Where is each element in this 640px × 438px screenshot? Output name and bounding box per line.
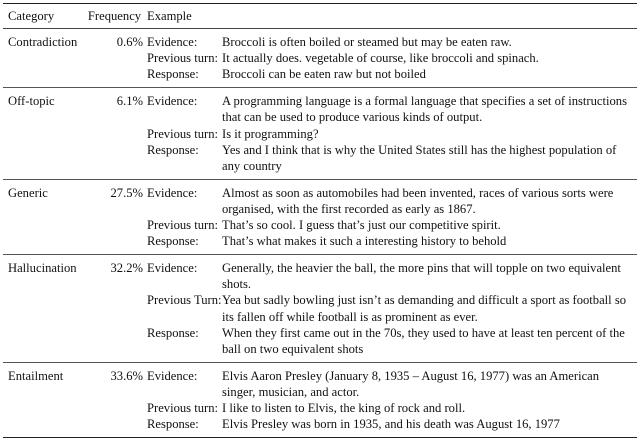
example-text: It actually does. vegetable of course, like broccoli and spinach.: [222, 51, 539, 66]
category-cell: Off-topic: [3, 88, 86, 179]
example-line: [143, 50, 637, 66]
example-line: [143, 34, 637, 50]
example-line: [143, 217, 637, 233]
example-text: Broccoli is often boiled or steamed but may be eaten raw.: [222, 35, 512, 50]
category-cell: Entailment: [3, 362, 86, 437]
header-row: [3, 4, 637, 29]
example-label: Response:: [147, 142, 199, 157]
frequency-cell: 33.6%: [86, 362, 143, 437]
example-line: [143, 416, 637, 432]
example-line: [143, 93, 637, 125]
example-text: Broccoli can be eaten raw but not boiled: [222, 67, 426, 82]
header-category: Category: [3, 4, 86, 29]
example-cell: [143, 362, 637, 437]
example-cell: [143, 88, 637, 179]
category-cell: Hallucination: [3, 255, 86, 363]
example-text: A programming language is a formal language that specifies a set of instructions that can be used to produce various kinds of output.: [222, 94, 627, 125]
example-label: Evidence:: [147, 261, 198, 276]
example-label: Previous turn:: [147, 218, 219, 233]
example-label: Response:: [147, 325, 199, 340]
example-label: Response:: [147, 417, 199, 432]
example-line: [143, 400, 637, 416]
table-row: [3, 255, 637, 363]
example-label: Response:: [147, 234, 199, 249]
example-line: [143, 260, 637, 292]
example-text: Generally, the heavier the ball, the more pins that will topple on two equivalent shots.: [222, 261, 621, 292]
example-text: Is it programming?: [222, 126, 319, 141]
example-label: Evidence:: [147, 185, 198, 200]
example-line: [143, 126, 637, 142]
example-line: [143, 292, 637, 324]
frequency-cell: 0.6%: [116, 35, 143, 50]
example-line: [143, 142, 637, 174]
example-label: Evidence:: [147, 94, 198, 109]
frequency-cell: 27.5%: [86, 179, 143, 254]
table-row: [3, 362, 637, 437]
example-label: Evidence:: [147, 35, 198, 50]
frequency-cell: 6.1%: [86, 88, 143, 179]
table-row: [3, 88, 637, 179]
example-line: [143, 233, 637, 249]
example-text: Elvis Presley was born in 1935, and his death was August 16, 1977: [222, 417, 560, 432]
header-frequency: Frequency: [86, 4, 143, 29]
example-cell: [143, 255, 637, 363]
example-text: That’s what makes it such a interesting history to behold: [222, 234, 507, 249]
example-label: Previous turn:: [147, 400, 219, 415]
example-line: [143, 66, 637, 82]
example-text: When they first came out in the 70s, they used to have at least ten percent of the ball on two equivalent shots: [222, 325, 625, 356]
example-text: Elvis Aaron Presley (January 8, 1935 – August 16, 1977) was an American singer, musician, and actor.: [222, 368, 600, 399]
example-label: Previous Turn:: [147, 293, 222, 308]
example-text: I like to listen to Elvis, the king of rock and roll.: [222, 400, 466, 415]
example-label: Previous turn:: [147, 51, 219, 66]
category-cell: Contradiction: [8, 35, 78, 50]
example-text: That’s so cool. I guess that’s just our competitive spirit.: [222, 218, 501, 233]
frequency-cell: 32.2%: [86, 255, 143, 363]
example-cell: [143, 29, 637, 88]
header-example: Example: [147, 9, 192, 23]
example-text: Yea but sadly bowling just isn’t as demanding and difficult a sport as football so its fallen off while football is as prominent as ever.: [222, 293, 627, 324]
example-label: Evidence:: [147, 368, 198, 383]
example-line: [143, 185, 637, 217]
table-row: [3, 29, 637, 88]
example-line: [143, 368, 637, 400]
error-category-table: [3, 3, 637, 438]
example-text: Yes and I think that is why the United States still has the highest population of any country: [222, 142, 617, 173]
example-text: Almost as soon as automobiles had been invented, races of various sorts were organised, with the first recorded as early as 1867.: [222, 185, 614, 216]
example-label: Previous turn:: [147, 126, 219, 141]
table-row: [3, 179, 637, 254]
example-cell: [143, 179, 637, 254]
example-line: [143, 325, 637, 357]
example-label: Response:: [147, 67, 199, 82]
category-cell: Generic: [3, 179, 86, 254]
